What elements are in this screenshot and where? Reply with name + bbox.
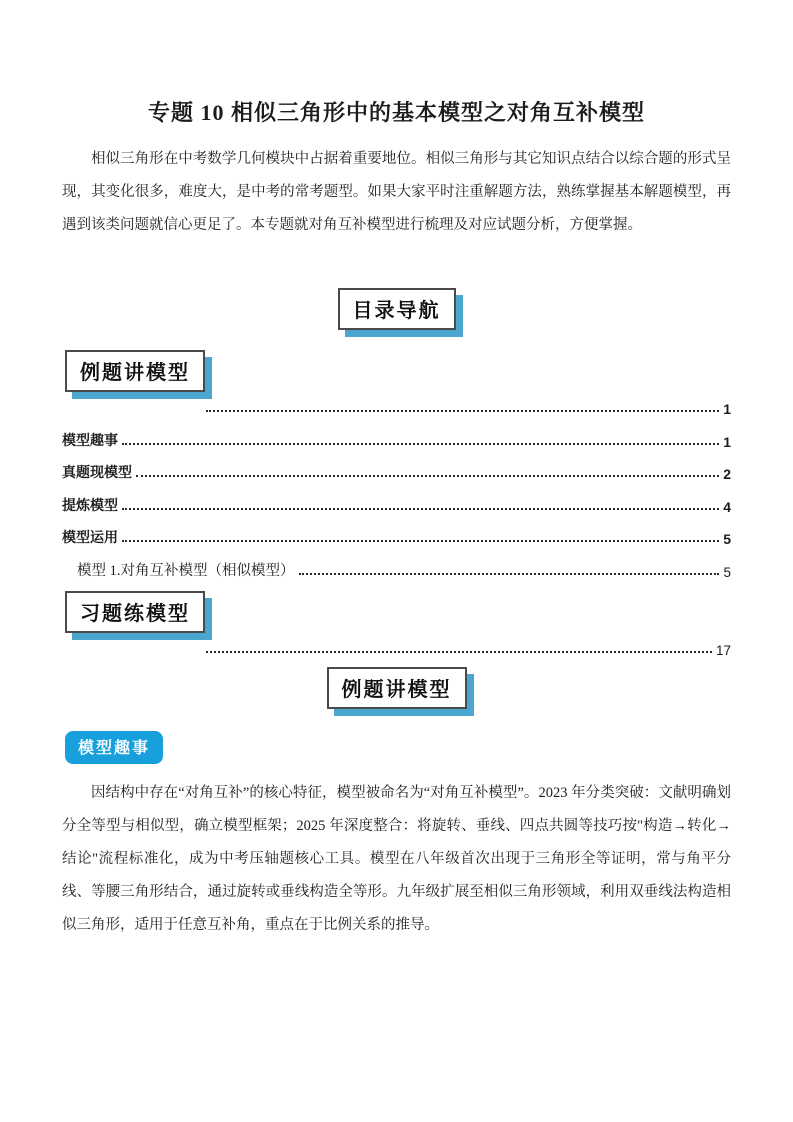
badge-container (65, 731, 731, 764)
section-box-examples-heading: 例题讲模型 (327, 667, 467, 709)
toc-entry-label: 提炼模型 (62, 496, 118, 513)
toc-entry-exercises-section[interactable] (62, 635, 731, 661)
dotted-leader (136, 475, 719, 477)
toc-entry-label: 模型运用 (62, 529, 118, 545)
toc-entry-label: 真题现模型 (62, 464, 132, 480)
toc-entry-real-questions[interactable] (62, 453, 731, 486)
section-exercises-container (65, 591, 731, 633)
model-story-badge: 模型趣事 (65, 731, 163, 764)
toc-nav-container (62, 288, 731, 330)
toc-page-number: 5 (723, 531, 731, 547)
toc-page-number: 1 (723, 401, 731, 417)
toc-entry-model-usage[interactable] (62, 518, 731, 551)
toc-page-number: 17 (715, 642, 731, 658)
toc-page-number: 4 (723, 498, 731, 515)
page-title: 专题 10 相似三角形中的基本模型之对角互补模型 (147, 100, 645, 125)
dotted-leader (206, 651, 712, 653)
dotted-leader (206, 410, 719, 412)
table-of-contents-exercises (62, 635, 731, 661)
toc-page-number: 2 (723, 466, 731, 482)
dotted-leader (122, 508, 719, 510)
toc-entry-model-1[interactable] (62, 550, 731, 583)
toc-nav-box: 目录导航 (338, 288, 456, 330)
intro-paragraph: 相似三角形在中考数学几何模块中占据着重要地位。相似三角形与其它知识点结合以综合题的形式呈现，其变化很多，难度大，是中考的常考题型。如果大家平时注重解题方法，熟练掌握基本解题模型，再遇到该类问题就信心更足了。本专题就对角互补模型进行梳理及对应试题分析，方便掌握。 (62, 151, 731, 233)
toc-page-number: 5 (723, 564, 731, 580)
table-of-contents (62, 394, 731, 583)
toc-entry-label: 模型 1.对角互补模型（相似模型） (77, 562, 295, 579)
toc-page-number: 1 (723, 433, 731, 450)
model-story-paragraph: 因结构中存在“对角互补”的核心特征，模型被命名为“对角互补模型”。2023 年分类突破：文献明确划分全等型与相似型，确立模型框架；2025 年深度整合：将旋转、垂线、四点共圆等技巧按"构造→转化→结论"流程标准化，成为中考压轴题核心工具。模型在八年级首次出现于三角形全等证明，常与角平分线、等腰三角形结合，通过旋转或垂线构造全等形。九年级扩展至相似三角形领域，利用双垂线法构造相似三角形，适用于任意互补角，重点在于比例关系的推导。 (62, 784, 731, 933)
dotted-leader (299, 573, 720, 575)
section-examples-container (65, 350, 731, 392)
toc-entry-label: 模型趣事 (62, 431, 118, 448)
section-box-examples: 例题讲模型 (65, 350, 205, 392)
dotted-leader (122, 443, 719, 445)
toc-entry-examples-section[interactable] (62, 394, 731, 420)
section-examples-heading-container (62, 667, 731, 709)
dotted-leader (122, 540, 719, 542)
toc-entry-refine-model[interactable] (62, 485, 731, 518)
toc-entry-model-story[interactable] (62, 420, 731, 453)
section-box-exercises: 习题练模型 (65, 591, 205, 633)
